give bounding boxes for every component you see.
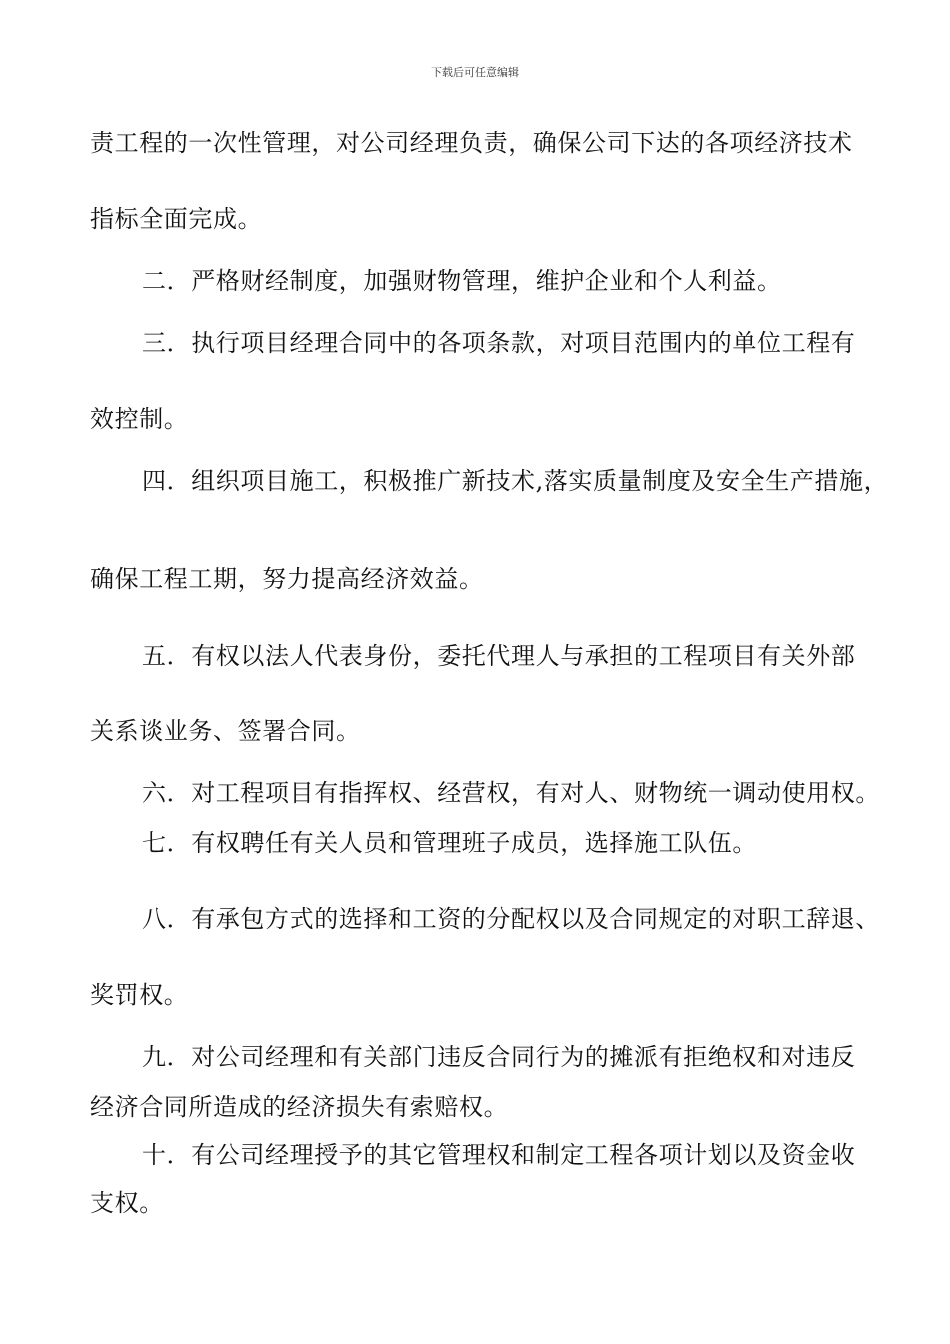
text-line: 奖罚权。 [90,981,189,1009]
text-line: 四．组织项目施工，积极推广新技术,落实质量制度及安全生产措施， [142,467,889,495]
text-line: 六．对工程项目有指挥权、经营权，有对人、财物统一调动使用权。 [142,779,880,807]
text-line: 十．有公司经理授予的其它管理权和制定工程各项计划以及资金收 [142,1141,856,1169]
text-line: 指标全面完成。 [90,205,263,233]
text-line: 八．有承包方式的选择和工资的分配权以及合同规定的对职工辞退、 [142,905,880,933]
text-line: 九．对公司经理和有关部门违反合同行为的摊派有拒绝权和对违反 [142,1043,856,1071]
text-line: 确保工程工期，努力提高经济效益。 [90,565,484,593]
text-line: 七．有权聘任有关人员和管理班子成员，选择施工队伍。 [142,829,757,857]
text-line: 效控制。 [90,405,189,433]
text-line: 经济合同所造成的经济损失有索赔权。 [90,1093,509,1121]
text-line: 五．有权以法人代表身份，委托代理人与承担的工程项目有关外部 [142,642,856,670]
text-line: 责工程的一次性管理，对公司经理负责，确保公司下达的各项经济技术 [90,129,853,157]
text-line: 二．严格财经制度，加强财物管理，维护企业和个人利益。 [142,267,782,295]
text-line: 支权。 [90,1189,164,1217]
page-header: 下载后可任意编辑 [431,66,519,79]
text-line: 三．执行项目经理合同中的各项条款，对项目范围内的单位工程有 [142,329,856,357]
text-line: 关系谈业务、签署合同。 [90,717,361,745]
